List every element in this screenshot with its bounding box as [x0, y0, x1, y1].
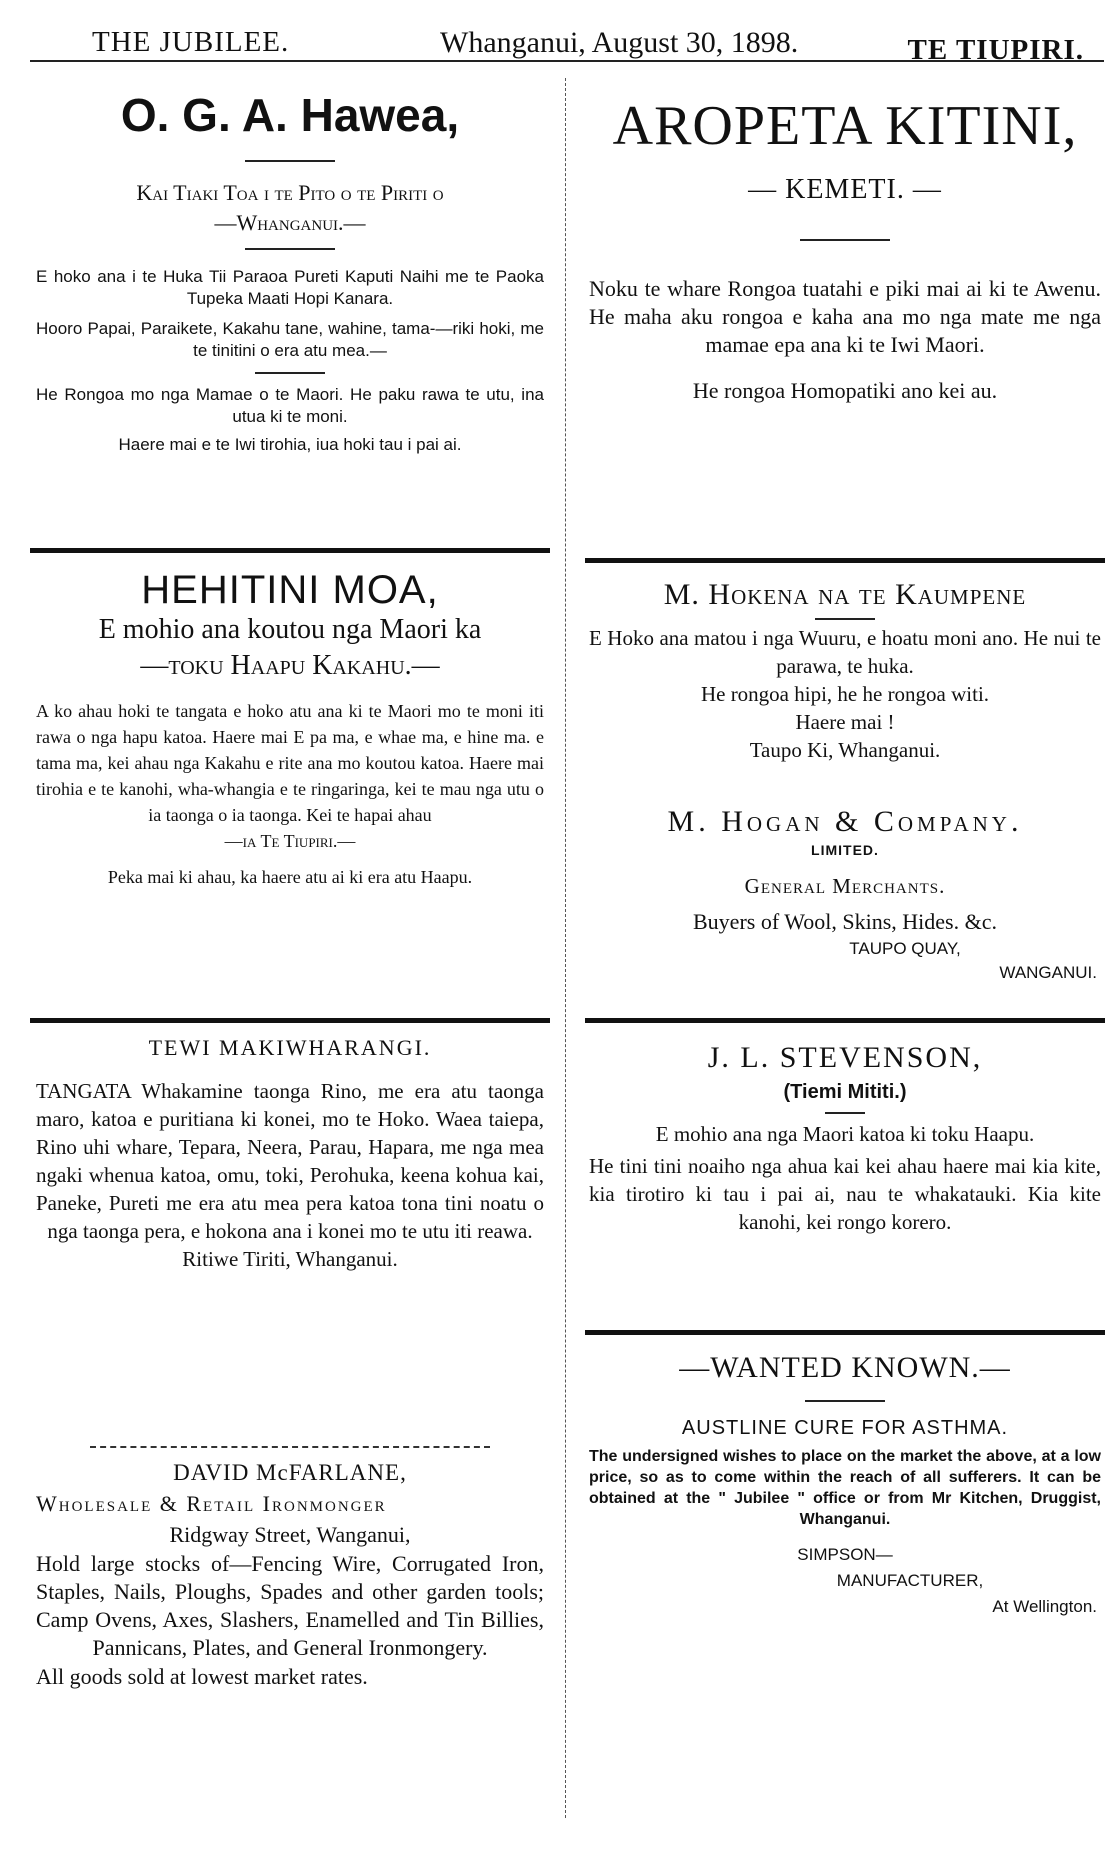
hawea-paragraph-4: Haere mai e te Iwi tirohia, iua hoki tau i pai ai.: [118, 435, 462, 454]
paper-name-english: THE JUBILEE.: [92, 26, 290, 58]
ad-tewi: [30, 1033, 550, 1273]
wanted-signature-2: MANUFACTURER,: [836, 1571, 984, 1590]
section-dashed-rule: [90, 1446, 490, 1448]
hawea-subtitle-1: Kai Tiaki Toa i te Pito o te Piriti o: [136, 180, 444, 205]
left-column: [30, 78, 550, 1838]
ad-aropeta: [585, 93, 1105, 405]
mcfarlane-footer: All goods sold at lowest market rates.: [36, 1664, 368, 1689]
section-rule: [30, 548, 550, 553]
mcfarlane-body: Hold large stocks of—Fencing Wire, Corrugated Iron, Staples, Nails, Ploughs, Spades and other garden tools; Camp Ovens, Axes, Slashers, Enamelled and Tin Billies, Pannicans, Plates, and General Ironmongery.: [36, 1551, 544, 1660]
column-divider: [565, 78, 566, 1818]
aropeta-rule: [800, 239, 890, 241]
hokena-paragraph-2: He rongoa hipi, he he rongoa witi.: [700, 682, 990, 706]
ad-hehitini: [30, 568, 550, 890]
hehitini-title: HEHITINI MOA,: [141, 568, 439, 612]
ad-hokena: [585, 576, 1105, 764]
hawea-paragraph-1: E hoko ana i te Huka Tii Paraoa Pureti Kaputi Naihi me te Paoka Tupeka Maati Hopi Kanara.: [36, 267, 544, 308]
issue-date: Whanganui, August 30, 1898.: [440, 26, 799, 59]
hehitini-paragraph: A ko ahau hoki te tangata e hoko atu ana ki te Maori mo te moni iti rawa o nga hapu katoa. Haere mai E pa ma, e whae ma, e hine ma. e tama ma, kei ahau nga Kakahu e rite ana mo koutou katoa. Haere mai tirohia e te kanohi, wha-whangia e te ringaringa, kei te mau nga utu o ia taonga o ia taonga. Kei te hapai ahau: [36, 701, 544, 825]
hehitini-subtitle-1: E mohio ana koutou nga Maori ka: [98, 614, 482, 645]
section-rule: [585, 558, 1105, 563]
mcfarlane-title: DAVID McFARLANE,: [173, 1460, 407, 1485]
hogan-subtitle: General Merchants.: [744, 874, 946, 898]
tewi-title: TEWI MAKIWHARANGI.: [148, 1035, 432, 1060]
aropeta-paragraph-2: He rongoa Homopatiki ano kei au.: [692, 378, 998, 403]
hawea-paragraph-2: Hooro Papai, Paraikete, Kakahu tane, wahine, tama-—riki hoki, me te tinitini o era atu mea.—: [36, 319, 544, 360]
stevenson-paragraph-1: E mohio ana nga Maori katoa ki toku Haapu.: [655, 1122, 1035, 1146]
paper-name-maori: TE TIUPIRI.: [907, 34, 1084, 66]
hehitini-signature: —ia Te Tiupiri.—: [224, 831, 356, 851]
hogan-limited: LIMITED.: [811, 842, 879, 858]
wanted-body: The undersigned wishes to place on the market the above, at a low price, so as to come within the reach of all sufferers. It can be obtained at the " Jubilee " office or from Mr Kitchen, Druggist, Whanganui.: [589, 1448, 1101, 1528]
hawea-subtitle-2: —Whanganui.—: [214, 210, 366, 235]
wanted-title: —WANTED KNOWN.—: [679, 1351, 1011, 1384]
stevenson-rule: [825, 1112, 865, 1114]
masthead: [30, 0, 1104, 72]
wanted-signature-3: At Wellington.: [992, 1597, 1097, 1616]
aropeta-subtitle: — KEMETI. —: [748, 174, 942, 205]
mcfarlane-address: Ridgway Street, Wanganui,: [169, 1522, 411, 1547]
hehitini-subtitle-2: —toku Haapu Kakahu.—: [140, 650, 440, 681]
hokena-paragraph-1: E Hoko ana matou i nga Wuuru, e hoatu moni ano. He nui te parawa, te huka.: [589, 626, 1101, 678]
hogan-paragraph-1: Buyers of Wool, Skins, Hides. &c.: [693, 909, 997, 934]
ad-hogan: [585, 803, 1105, 985]
wanted-signature-1: SIMPSON—: [797, 1545, 893, 1564]
stevenson-subtitle: (Tiemi Mititi.): [783, 1081, 907, 1103]
stevenson-title: J. L. STEVENSON,: [707, 1041, 983, 1074]
hokena-paragraph-4: Taupo Ki, Whanganui.: [749, 738, 941, 762]
hogan-paragraph-2: TAUPO QUAY,: [849, 939, 961, 958]
hogan-title: M. Hogan & Company.: [667, 805, 1023, 838]
masthead-rule: [30, 60, 1104, 62]
hokena-paragraph-3: Haere mai !: [795, 710, 895, 734]
hogan-paragraph-3: WANGANUI.: [999, 963, 1097, 982]
tewi-body: TANGATA Whakamine taonga Rino, me era atu taonga maro, katoa e puritiana ki konei, mo te Hoko. Waea taiepa, Rino uhi whare, Tepara, Neera, Parau, Hapara, me nga mea ngaki whenua katoa, omu, toki, Perohuka, keena kohua kai, Paneke, Pureti me era atu mea pera katoa tona tini noatu o nga taonga pera, e hokona ana i konei mo te utu iti reawa.: [36, 1079, 544, 1243]
section-rule: [585, 1330, 1105, 1335]
hokena-rule: [815, 618, 875, 620]
hehitini-paragraph-2: Peka mai ki ahau, ka haere atu ai ki era atu Haapu.: [107, 867, 473, 887]
stevenson-paragraph-2: He tini tini noaiho nga ahua kai kei ahau haere mai kia kite, kia tirotiro ki tau i pai ai, nau te whakatauki. Kia kite kanohi, kei rongo korero.: [589, 1154, 1101, 1234]
aropeta-title: AROPETA KITINI,: [612, 95, 1078, 157]
hokena-title: M. Hokena na te Kaumpene: [663, 578, 1027, 611]
hawea-title: O. G. A. Hawea,: [120, 89, 460, 141]
ad-mcfarlane: [30, 1458, 550, 1692]
hawea-paragraph-3: He Rongoa mo nga Mamae o te Maori. He paku rawa te utu, ina utua ki te moni.: [36, 385, 544, 426]
mcfarlane-subtitle: Wholesale & Retail Ironmonger: [36, 1491, 387, 1516]
section-rule: [585, 1018, 1105, 1023]
right-column: [585, 78, 1105, 1838]
aropeta-paragraph-1: Noku te whare Rongoa tuatahi e piki mai ai ki te Awenu. He maha aku rongoa e kaha ana mo nga mate me nga mamae epa ana ki te Iwi Maori.: [589, 276, 1101, 357]
hawea-rule-2: [245, 248, 335, 250]
wanted-subtitle: AUSTLINE CURE FOR ASTHMA.: [681, 1417, 1009, 1439]
wanted-rule: [805, 1400, 885, 1402]
ad-wanted: [585, 1348, 1105, 1620]
ad-hawea: [30, 88, 550, 456]
tewi-address: Ritiwe Tiriti, Whanganui.: [182, 1247, 398, 1271]
hawea-rule-3: [255, 372, 325, 374]
hawea-rule: [245, 160, 335, 162]
section-rule: [30, 1018, 550, 1023]
ad-stevenson: [585, 1038, 1105, 1236]
